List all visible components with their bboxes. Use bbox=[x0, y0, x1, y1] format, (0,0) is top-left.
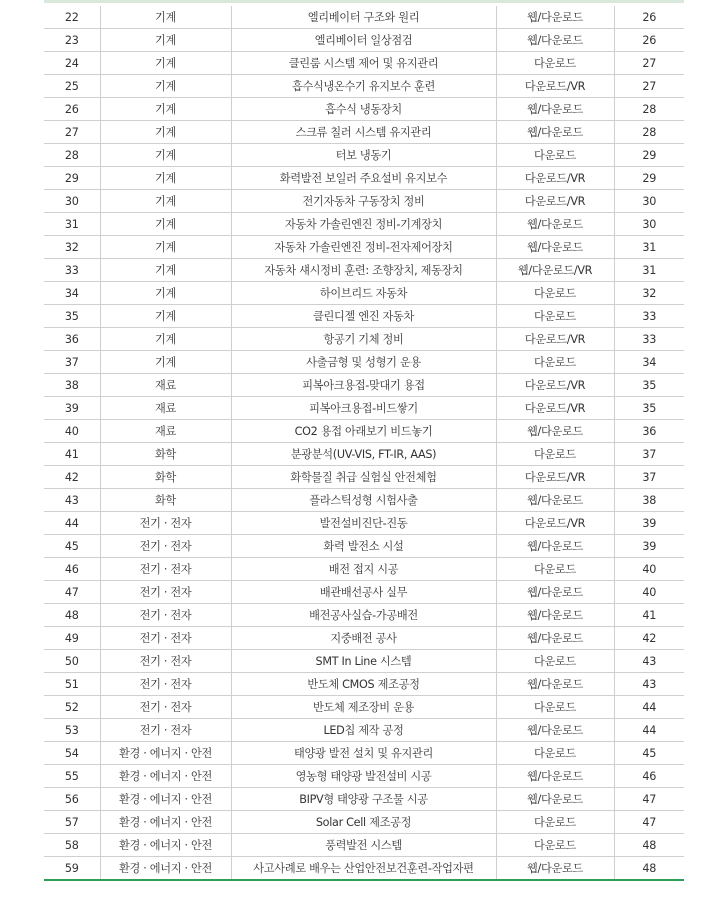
delivery-type-cell: 다운로드/VR bbox=[496, 512, 614, 535]
delivery-type-cell: 웹/다운로드 bbox=[496, 489, 614, 512]
table-row bbox=[44, 535, 684, 558]
course-title-cell: 배전 접지 시공 bbox=[231, 558, 496, 581]
row-number-cell: 25 bbox=[44, 75, 100, 98]
delivery-type-cell: 웹/다운로드 bbox=[496, 29, 614, 52]
course-title-cell: 흡수식냉온수기 유지보수 훈련 bbox=[231, 75, 496, 98]
course-title-cell: 터보 냉동기 bbox=[231, 144, 496, 167]
delivery-type-cell: 다운로드 bbox=[496, 650, 614, 673]
delivery-type-cell: 다운로드 bbox=[496, 443, 614, 466]
delivery-type-cell: 다운로드/VR bbox=[496, 374, 614, 397]
delivery-type-cell: 다운로드/VR bbox=[496, 167, 614, 190]
course-title-cell: 흡수식 냉동장치 bbox=[231, 98, 496, 121]
course-title-cell: 화력 발전소 시설 bbox=[231, 535, 496, 558]
table-row bbox=[44, 75, 684, 98]
course-title-cell: 자동차 섀시정비 훈련: 조향장치, 제동장치 bbox=[231, 259, 496, 282]
course-title-cell: SMT In Line 시스템 bbox=[231, 650, 496, 673]
course-title-cell: 반도체 제조장비 운용 bbox=[231, 696, 496, 719]
page-number-cell: 38 bbox=[614, 489, 684, 512]
page-number-cell: 30 bbox=[614, 213, 684, 236]
table-row bbox=[44, 742, 684, 765]
course-title-cell: 엘리베이터 일상점검 bbox=[231, 29, 496, 52]
page-number-cell: 42 bbox=[614, 627, 684, 650]
page-number-cell: 29 bbox=[614, 167, 684, 190]
course-title-cell: 풍력발전 시스템 bbox=[231, 834, 496, 857]
table-row bbox=[44, 420, 684, 443]
table-row bbox=[44, 282, 684, 305]
row-number-cell: 42 bbox=[44, 466, 100, 489]
row-number-cell: 43 bbox=[44, 489, 100, 512]
page-number-cell: 41 bbox=[614, 604, 684, 627]
page-number-cell: 26 bbox=[614, 29, 684, 52]
course-title-cell: 화력발전 보일러 주요설비 유지보수 bbox=[231, 167, 496, 190]
field-cell: 화학 bbox=[100, 443, 231, 466]
delivery-type-cell: 다운로드 bbox=[496, 282, 614, 305]
delivery-type-cell: 웹/다운로드 bbox=[496, 719, 614, 742]
row-number-cell: 55 bbox=[44, 765, 100, 788]
row-number-cell: 23 bbox=[44, 29, 100, 52]
course-title-cell: Solar Cell 제조공정 bbox=[231, 811, 496, 834]
delivery-type-cell: 웹/다운로드 bbox=[496, 236, 614, 259]
field-cell: 전기 · 전자 bbox=[100, 696, 231, 719]
page-number-cell: 40 bbox=[614, 581, 684, 604]
page-number-cell: 39 bbox=[614, 535, 684, 558]
course-title-cell: 분광분석(UV-VIS, FT-IR, AAS) bbox=[231, 443, 496, 466]
page-number-cell: 43 bbox=[614, 650, 684, 673]
row-number-cell: 37 bbox=[44, 351, 100, 374]
field-cell: 기계 bbox=[100, 213, 231, 236]
field-cell: 전기 · 전자 bbox=[100, 673, 231, 696]
field-cell: 전기 · 전자 bbox=[100, 581, 231, 604]
table-row bbox=[44, 719, 684, 742]
page-number-cell: 37 bbox=[614, 466, 684, 489]
row-number-cell: 50 bbox=[44, 650, 100, 673]
table-row bbox=[44, 190, 684, 213]
delivery-type-cell: 웹/다운로드 bbox=[496, 535, 614, 558]
course-title-cell: 배전공사실습-가공배전 bbox=[231, 604, 496, 627]
field-cell: 화학 bbox=[100, 466, 231, 489]
field-cell: 환경 · 에너지 · 안전 bbox=[100, 788, 231, 811]
delivery-type-cell: 다운로드 bbox=[496, 696, 614, 719]
table-row bbox=[44, 696, 684, 719]
course-title-cell: 반도체 CMOS 제조공정 bbox=[231, 673, 496, 696]
field-cell: 기계 bbox=[100, 29, 231, 52]
field-cell: 전기 · 전자 bbox=[100, 604, 231, 627]
course-title-cell: 영농형 태양광 발전설비 시공 bbox=[231, 765, 496, 788]
row-number-cell: 35 bbox=[44, 305, 100, 328]
table-row bbox=[44, 167, 684, 190]
course-title-cell: 클린디젤 엔진 자동차 bbox=[231, 305, 496, 328]
row-number-cell: 58 bbox=[44, 834, 100, 857]
row-number-cell: 27 bbox=[44, 121, 100, 144]
delivery-type-cell: 다운로드 bbox=[496, 144, 614, 167]
field-cell: 환경 · 에너지 · 안전 bbox=[100, 811, 231, 834]
page-number-cell: 27 bbox=[614, 75, 684, 98]
page-number-cell: 26 bbox=[614, 6, 684, 29]
delivery-type-cell: 다운로드 bbox=[496, 52, 614, 75]
page-number-cell: 31 bbox=[614, 259, 684, 282]
delivery-type-cell: 다운로드 bbox=[496, 558, 614, 581]
delivery-type-cell: 웹/다운로드 bbox=[496, 121, 614, 144]
row-number-cell: 48 bbox=[44, 604, 100, 627]
field-cell: 기계 bbox=[100, 144, 231, 167]
field-cell: 환경 · 에너지 · 안전 bbox=[100, 765, 231, 788]
table-row bbox=[44, 489, 684, 512]
row-number-cell: 33 bbox=[44, 259, 100, 282]
row-number-cell: 44 bbox=[44, 512, 100, 535]
delivery-type-cell: 다운로드/VR bbox=[496, 75, 614, 98]
page-number-cell: 28 bbox=[614, 121, 684, 144]
delivery-type-cell: 다운로드/VR bbox=[496, 466, 614, 489]
delivery-type-cell: 웹/다운로드 bbox=[496, 604, 614, 627]
table-row bbox=[44, 213, 684, 236]
delivery-type-cell: 다운로드 bbox=[496, 811, 614, 834]
row-number-cell: 56 bbox=[44, 788, 100, 811]
field-cell: 기계 bbox=[100, 351, 231, 374]
row-number-cell: 51 bbox=[44, 673, 100, 696]
field-cell: 기계 bbox=[100, 121, 231, 144]
page-number-cell: 34 bbox=[614, 351, 684, 374]
delivery-type-cell: 다운로드 bbox=[496, 305, 614, 328]
course-title-cell: 자동차 가솔린엔진 정비-전자제어장치 bbox=[231, 236, 496, 259]
table-row bbox=[44, 512, 684, 535]
page-number-cell: 40 bbox=[614, 558, 684, 581]
table-row bbox=[44, 236, 684, 259]
field-cell: 전기 · 전자 bbox=[100, 512, 231, 535]
row-number-cell: 39 bbox=[44, 397, 100, 420]
row-number-cell: 53 bbox=[44, 719, 100, 742]
field-cell: 환경 · 에너지 · 안전 bbox=[100, 857, 231, 881]
page-number-cell: 44 bbox=[614, 719, 684, 742]
row-number-cell: 49 bbox=[44, 627, 100, 650]
course-title-cell: 하이브리드 자동차 bbox=[231, 282, 496, 305]
row-number-cell: 46 bbox=[44, 558, 100, 581]
table-row bbox=[44, 581, 684, 604]
field-cell: 화학 bbox=[100, 489, 231, 512]
page-number-cell: 48 bbox=[614, 834, 684, 857]
course-title-cell: 배관배선공사 실무 bbox=[231, 581, 496, 604]
delivery-type-cell: 웹/다운로드 bbox=[496, 857, 614, 881]
row-number-cell: 24 bbox=[44, 52, 100, 75]
row-number-cell: 22 bbox=[44, 6, 100, 29]
row-number-cell: 30 bbox=[44, 190, 100, 213]
field-cell: 기계 bbox=[100, 190, 231, 213]
field-cell: 기계 bbox=[100, 52, 231, 75]
course-title-cell: 사출금형 및 성형기 운용 bbox=[231, 351, 496, 374]
course-title-cell: 사고사례로 배우는 산업안전보건훈련-작업자편 bbox=[231, 857, 496, 881]
top-rule bbox=[44, 0, 684, 3]
page-number-cell: 45 bbox=[614, 742, 684, 765]
table-row bbox=[44, 443, 684, 466]
page-number-cell: 30 bbox=[614, 190, 684, 213]
delivery-type-cell: 웹/다운로드 bbox=[496, 627, 614, 650]
table-row bbox=[44, 604, 684, 627]
course-title-cell: 피복아크용접-비드쌓기 bbox=[231, 397, 496, 420]
row-number-cell: 40 bbox=[44, 420, 100, 443]
table-row bbox=[44, 466, 684, 489]
field-cell: 기계 bbox=[100, 6, 231, 29]
field-cell: 전기 · 전자 bbox=[100, 558, 231, 581]
page-number-cell: 27 bbox=[614, 52, 684, 75]
table-row bbox=[44, 397, 684, 420]
page-number-cell: 31 bbox=[614, 236, 684, 259]
field-cell: 기계 bbox=[100, 305, 231, 328]
page-number-cell: 37 bbox=[614, 443, 684, 466]
catalog-table-body bbox=[44, 6, 684, 880]
delivery-type-cell: 웹/다운로드/VR bbox=[496, 259, 614, 282]
row-number-cell: 59 bbox=[44, 857, 100, 881]
delivery-type-cell: 웹/다운로드 bbox=[496, 420, 614, 443]
row-number-cell: 31 bbox=[44, 213, 100, 236]
row-number-cell: 54 bbox=[44, 742, 100, 765]
row-number-cell: 36 bbox=[44, 328, 100, 351]
row-number-cell: 38 bbox=[44, 374, 100, 397]
page-number-cell: 39 bbox=[614, 512, 684, 535]
table-row bbox=[44, 811, 684, 834]
table-row bbox=[44, 259, 684, 282]
field-cell: 기계 bbox=[100, 236, 231, 259]
delivery-type-cell: 다운로드 bbox=[496, 742, 614, 765]
course-title-cell: 플라스틱성형 시험사출 bbox=[231, 489, 496, 512]
page-number-cell: 35 bbox=[614, 374, 684, 397]
row-number-cell: 57 bbox=[44, 811, 100, 834]
delivery-type-cell: 웹/다운로드 bbox=[496, 673, 614, 696]
delivery-type-cell: 다운로드/VR bbox=[496, 328, 614, 351]
page-number-cell: 48 bbox=[614, 857, 684, 881]
field-cell: 기계 bbox=[100, 282, 231, 305]
table-row bbox=[44, 558, 684, 581]
row-number-cell: 47 bbox=[44, 581, 100, 604]
table-row bbox=[44, 673, 684, 696]
page-number-cell: 46 bbox=[614, 765, 684, 788]
table-row bbox=[44, 351, 684, 374]
delivery-type-cell: 웹/다운로드 bbox=[496, 788, 614, 811]
content-catalog-table bbox=[44, 6, 684, 881]
delivery-type-cell: 웹/다운로드 bbox=[496, 765, 614, 788]
page-number-cell: 47 bbox=[614, 811, 684, 834]
row-number-cell: 29 bbox=[44, 167, 100, 190]
row-number-cell: 28 bbox=[44, 144, 100, 167]
course-title-cell: 전기자동차 구동장치 정비 bbox=[231, 190, 496, 213]
course-title-cell: 엘리베이터 구조와 원리 bbox=[231, 6, 496, 29]
row-number-cell: 52 bbox=[44, 696, 100, 719]
field-cell: 재료 bbox=[100, 374, 231, 397]
delivery-type-cell: 웹/다운로드 bbox=[496, 6, 614, 29]
course-title-cell: 화학물질 취급 실험실 안전체험 bbox=[231, 466, 496, 489]
field-cell: 전기 · 전자 bbox=[100, 650, 231, 673]
field-cell: 전기 · 전자 bbox=[100, 627, 231, 650]
table-row bbox=[44, 6, 684, 29]
field-cell: 기계 bbox=[100, 328, 231, 351]
page-number-cell: 35 bbox=[614, 397, 684, 420]
table-row bbox=[44, 374, 684, 397]
course-title-cell: 태양광 발전 설치 및 유지관리 bbox=[231, 742, 496, 765]
delivery-type-cell: 다운로드 bbox=[496, 834, 614, 857]
field-cell: 재료 bbox=[100, 420, 231, 443]
course-title-cell: 지중배전 공사 bbox=[231, 627, 496, 650]
page-number-cell: 36 bbox=[614, 420, 684, 443]
course-title-cell: 피복아크용접-맞대기 용접 bbox=[231, 374, 496, 397]
row-number-cell: 34 bbox=[44, 282, 100, 305]
page-number-cell: 43 bbox=[614, 673, 684, 696]
table-row bbox=[44, 52, 684, 75]
field-cell: 전기 · 전자 bbox=[100, 535, 231, 558]
table-row bbox=[44, 627, 684, 650]
delivery-type-cell: 웹/다운로드 bbox=[496, 213, 614, 236]
field-cell: 전기 · 전자 bbox=[100, 719, 231, 742]
course-title-cell: 발전설비진단-진동 bbox=[231, 512, 496, 535]
field-cell: 환경 · 에너지 · 안전 bbox=[100, 742, 231, 765]
delivery-type-cell: 다운로드 bbox=[496, 351, 614, 374]
field-cell: 환경 · 에너지 · 안전 bbox=[100, 834, 231, 857]
table-row bbox=[44, 144, 684, 167]
page-number-cell: 29 bbox=[614, 144, 684, 167]
field-cell: 재료 bbox=[100, 397, 231, 420]
page-number-cell: 28 bbox=[614, 98, 684, 121]
delivery-type-cell: 다운로드/VR bbox=[496, 190, 614, 213]
table-row bbox=[44, 650, 684, 673]
course-title-cell: 스크류 칠러 시스템 유지관리 bbox=[231, 121, 496, 144]
row-number-cell: 26 bbox=[44, 98, 100, 121]
table-row bbox=[44, 98, 684, 121]
course-title-cell: LED칩 제작 공정 bbox=[231, 719, 496, 742]
field-cell: 기계 bbox=[100, 259, 231, 282]
delivery-type-cell: 웹/다운로드 bbox=[496, 581, 614, 604]
table-row bbox=[44, 328, 684, 351]
table-row bbox=[44, 788, 684, 811]
table-row bbox=[44, 765, 684, 788]
page-number-cell: 44 bbox=[614, 696, 684, 719]
course-title-cell: 클린룸 시스템 제어 및 유지관리 bbox=[231, 52, 496, 75]
course-title-cell: 항공기 기체 정비 bbox=[231, 328, 496, 351]
table-row bbox=[44, 857, 684, 881]
page-number-cell: 32 bbox=[614, 282, 684, 305]
course-title-cell: CO2 용접 아래보기 비드놓기 bbox=[231, 420, 496, 443]
page-number-cell: 33 bbox=[614, 305, 684, 328]
table-row bbox=[44, 29, 684, 52]
page-number-cell: 47 bbox=[614, 788, 684, 811]
course-title-cell: BIPV형 태양광 구조물 시공 bbox=[231, 788, 496, 811]
table-row bbox=[44, 305, 684, 328]
row-number-cell: 41 bbox=[44, 443, 100, 466]
table-row bbox=[44, 834, 684, 857]
delivery-type-cell: 웹/다운로드 bbox=[496, 98, 614, 121]
delivery-type-cell: 다운로드/VR bbox=[496, 397, 614, 420]
page-number-cell: 33 bbox=[614, 328, 684, 351]
field-cell: 기계 bbox=[100, 167, 231, 190]
field-cell: 기계 bbox=[100, 75, 231, 98]
row-number-cell: 32 bbox=[44, 236, 100, 259]
course-title-cell: 자동차 가솔린엔진 정비-기계장치 bbox=[231, 213, 496, 236]
row-number-cell: 45 bbox=[44, 535, 100, 558]
field-cell: 기계 bbox=[100, 98, 231, 121]
table-row bbox=[44, 121, 684, 144]
